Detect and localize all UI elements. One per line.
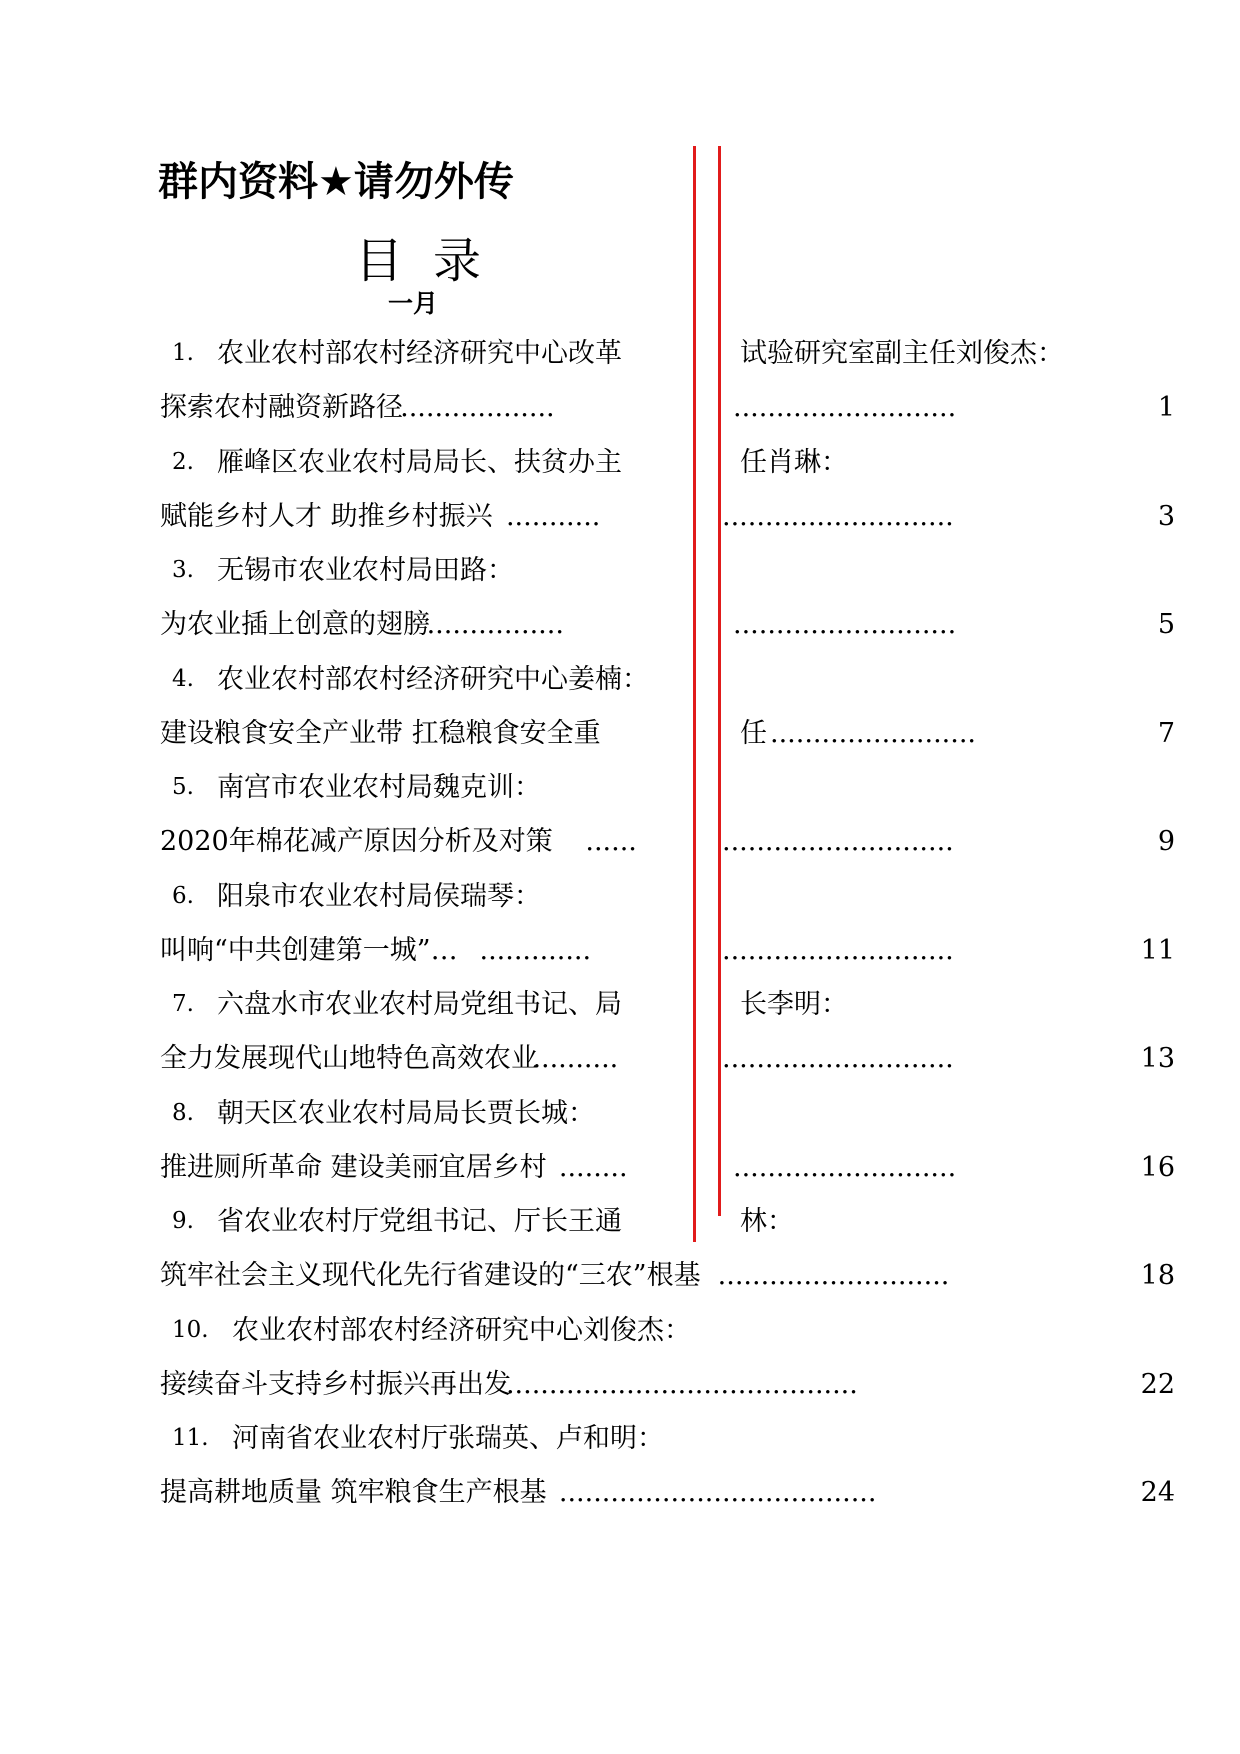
toc-entry-leader-right: ...........................: [722, 1043, 954, 1074]
toc-entry-number: 10.: [172, 1316, 209, 1343]
toc-entry-author-left: 河南省农业农村厅张瑞英、卢和明：: [232, 1423, 664, 1454]
toc-entry-leader: ........................: [770, 717, 976, 749]
toc-entry-author-right: 任肖琳：: [740, 446, 848, 478]
toc-entry-number: 4.: [172, 665, 194, 692]
red-divider-left: [693, 146, 696, 1242]
toc-entry-author-left: 农业农村部农村经济研究中心姜楠：: [217, 663, 649, 695]
toc-title: 目录: [355, 233, 512, 289]
toc-entry-leader-left: .............: [479, 934, 592, 966]
toc-entry-title: 推进厕所革命 建设美丽宜居乡村: [160, 1151, 547, 1183]
toc-entry-number: 11.: [172, 1425, 209, 1451]
toc-entry-leader-left: ...........: [505, 500, 601, 532]
toc-entry-title: 为农业插上创意的翅膀: [160, 609, 430, 640]
toc-entry-leader-right: ..........................: [733, 609, 957, 640]
toc-entry-title: 提高耕地质量 筑牢粮食生产根基: [160, 1477, 547, 1508]
toc-entry-number: 3.: [172, 557, 194, 583]
toc-entry-title-left: 建设粮食安全产业带 扛稳粮食安全重: [160, 717, 601, 749]
toc-entry-author-left: 六盘水市农业农村局党组书记、局: [217, 989, 622, 1020]
toc-entry-author-left: 农业农村部农村经济研究中心改革: [217, 338, 622, 369]
header-notice: 群内资料★请勿外传: [158, 159, 514, 205]
toc-entry-leader-left: ..........: [532, 1043, 619, 1074]
toc-entry-leader: .........................................: [505, 1368, 858, 1400]
toc-entry-leader-right: ...........................: [722, 826, 954, 857]
toc-entry-title-right: 任: [740, 717, 767, 749]
toc-entry-author-left: 雁峰区农业农村局局长、扶贫办主: [217, 446, 622, 478]
toc-entry-number: 9.: [172, 1208, 194, 1234]
toc-entry-number: 7.: [172, 991, 194, 1017]
toc-entry-page: 5: [1157, 609, 1175, 640]
toc-entry-page: 22: [1140, 1368, 1175, 1400]
toc-entry-leader-left: ........: [558, 1151, 628, 1183]
toc-entry-page: 1: [1157, 392, 1175, 423]
toc-entry-title: 全力发展现代山地特色高效农业: [160, 1043, 538, 1074]
toc-entry-author-left: 朝天区农业农村局局长贾长城：: [217, 1097, 595, 1129]
toc-entry-page: 7: [1157, 717, 1175, 749]
toc-entry-leader-left: ......: [585, 826, 637, 857]
toc-entry-author-right: 林：: [740, 1206, 794, 1237]
toc-entry-page: 18: [1140, 1260, 1175, 1291]
toc-entry-title: 探索农村融资新路径: [160, 392, 403, 423]
toc-entry-page: 16: [1140, 1151, 1175, 1183]
toc-entry-leader: .....................................: [558, 1477, 877, 1508]
toc-entry-page: 13: [1140, 1043, 1175, 1074]
toc-entry-page: 24: [1140, 1477, 1175, 1508]
toc-entry-author-left: 南宫市农业农村局魏克训：: [217, 772, 541, 803]
toc-entry-number: 6.: [172, 882, 194, 909]
toc-entry-author-left: 农业农村部农村经济研究中心刘俊杰：: [232, 1314, 691, 1346]
toc-entry-title: 赋能乡村人才 助推乡村振兴: [160, 500, 493, 532]
toc-entry-author-left: 阳泉市农业农村局侯瑞琴：: [217, 880, 541, 912]
toc-entry-number: 1.: [172, 340, 194, 366]
toc-entry-number: 2.: [172, 448, 194, 475]
toc-entry-author-right: 试验研究室副主任刘俊杰：: [740, 338, 1064, 369]
toc-entry-title: 接续奋斗支持乡村振兴再出发: [160, 1368, 511, 1400]
toc-entry-page: 11: [1140, 934, 1175, 966]
toc-entry-number: 8.: [172, 1099, 194, 1126]
toc-entry-title: 2020年棉花减产原因分析及对策: [160, 826, 553, 857]
toc-entry-leader-right: ...........................: [722, 934, 954, 966]
toc-entry-leader-right: ..........................: [733, 392, 957, 423]
toc-entry-leader-left: ..................: [400, 392, 555, 423]
toc-entry-author-left: 无锡市农业农村局田路：: [217, 555, 514, 586]
toc-entry-page: 9: [1157, 826, 1175, 857]
toc-entry-page: 3: [1157, 500, 1175, 532]
toc-entry-title: 叫响“中共创建第一城”…: [160, 934, 458, 966]
toc-entry-title: 筑牢社会主义现代化先行省建设的“三农”根基: [160, 1260, 701, 1291]
toc-entry-leader-right: ...........................: [722, 500, 954, 532]
toc-entry-number: 5.: [172, 774, 194, 800]
toc-entry-author-left: 省农业农村厅党组书记、厅长王通: [217, 1206, 622, 1237]
toc-entry-author-right: 长李明：: [740, 989, 848, 1020]
red-divider-right: [718, 146, 721, 1216]
toc-entry-leader: ...........................: [717, 1260, 950, 1291]
toc-entry-leader-right: ..........................: [733, 1151, 957, 1183]
toc-month: 一月: [388, 289, 439, 318]
toc-entry-leader-left: ................: [426, 609, 564, 640]
